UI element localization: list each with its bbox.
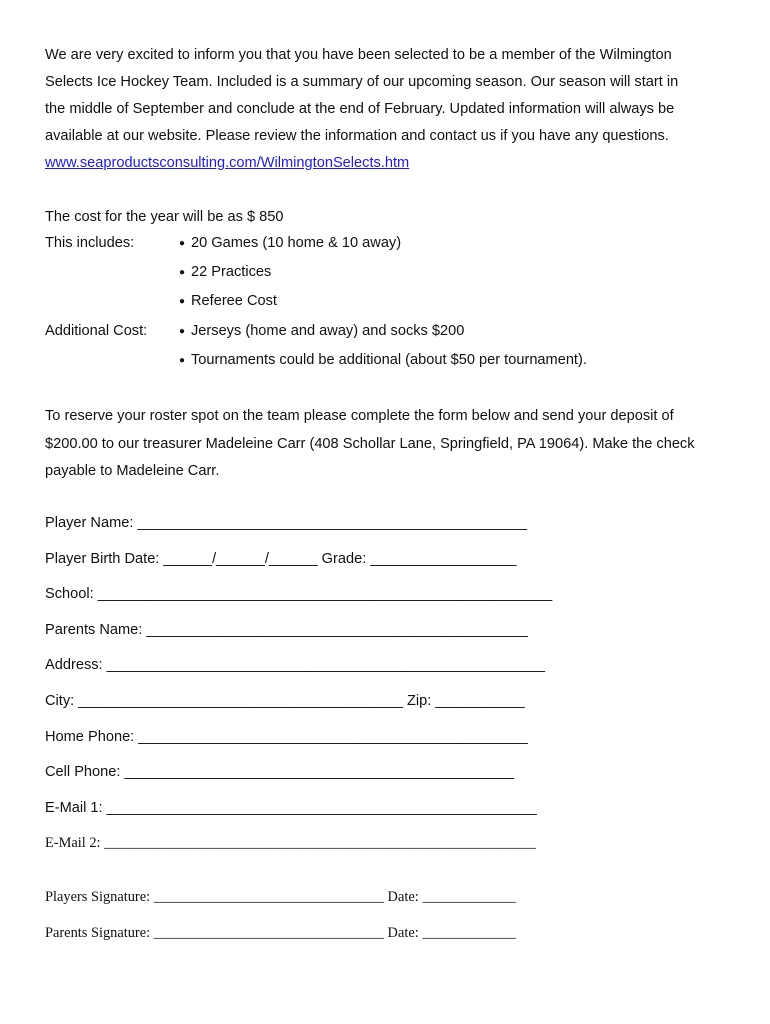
reserve-line-1: To reserve your roster spot on the team please complete the form below and send your deposit of: [45, 408, 674, 424]
address-field[interactable]: Address: ______________________________________________________: [45, 657, 545, 673]
includes-item-games: [179, 232, 401, 254]
reserve-paragraph: [45, 403, 745, 486]
parent-signature-field[interactable]: Parents Signature: ________________________________ Date: _____________: [45, 925, 516, 941]
parents-name-field[interactable]: Parents Name: _______________________________________________: [45, 622, 528, 638]
cell-phone-field[interactable]: Cell Phone: ________________________________________________: [45, 764, 515, 780]
includes-item-label: 22 Practices: [191, 264, 272, 280]
bullet-icon: ●: [179, 296, 186, 307]
intro-paragraph: [45, 42, 745, 177]
bullet-icon: ●: [179, 267, 186, 278]
includes-item-label: 20 Games (10 home & 10 away): [191, 235, 402, 251]
additional-item-tournaments: [179, 349, 587, 371]
intro-line-2: Selects Ice Hockey Team. Included is a summary of our upcoming season. Our season will start in: [45, 74, 679, 90]
intro-line-3: the middle of September and conclude at the end of February. Updated information will always be: [45, 101, 675, 117]
bullet-icon: ●: [179, 355, 186, 366]
player-name-field[interactable]: Player Name: ________________________________________________: [45, 515, 528, 531]
additional-item-jerseys: [179, 320, 464, 342]
includes-item-referee: [179, 290, 277, 312]
additional-cost-label: Additional Cost:: [45, 323, 148, 339]
includes-label: This includes:: [45, 235, 135, 251]
intro-line-4: available at our website. Please review the information and contact us if you have any questions.: [45, 128, 669, 144]
email-1-field[interactable]: E-Mail 1: _____________________________________________________: [45, 800, 537, 816]
bullet-icon: ●: [179, 326, 186, 337]
birth-date-grade-field[interactable]: Player Birth Date: ______/______/______ Grade: __________________: [45, 551, 517, 567]
reserve-line-3: payable to Madeleine Carr.: [45, 463, 220, 479]
intro-line-1: We are very excited to inform you that you have been selected to be a member of the Wilmington: [45, 47, 672, 63]
includes-item-label: Referee Cost: [191, 293, 277, 309]
website-link[interactable]: www.seaproductsconsulting.com/WilmingtonSelects.htm: [45, 155, 410, 171]
player-signature-field[interactable]: Players Signature: ________________________________ Date: _____________: [45, 889, 516, 905]
additional-item-label: Tournaments could be additional (about $50 per tournament).: [191, 352, 587, 368]
additional-item-label: Jerseys (home and away) and socks $200: [191, 323, 465, 339]
email-2-field[interactable]: E-Mail 2: ____________________________________________________________: [45, 835, 536, 851]
city-zip-field[interactable]: City: ________________________________________ Zip: ___________: [45, 693, 525, 709]
home-phone-field[interactable]: Home Phone: ________________________________________________: [45, 729, 528, 745]
includes-item-practices: [179, 261, 271, 283]
cost-statement: The cost for the year will be as $ 850: [45, 209, 284, 225]
reserve-line-2: $200.00 to our treasurer Madeleine Carr (408 Schollar Lane, Springfield, PA 19064). Make the check: [45, 435, 695, 452]
school-field[interactable]: School: ________________________________________________________: [45, 586, 553, 602]
bullet-icon: ●: [179, 238, 186, 249]
